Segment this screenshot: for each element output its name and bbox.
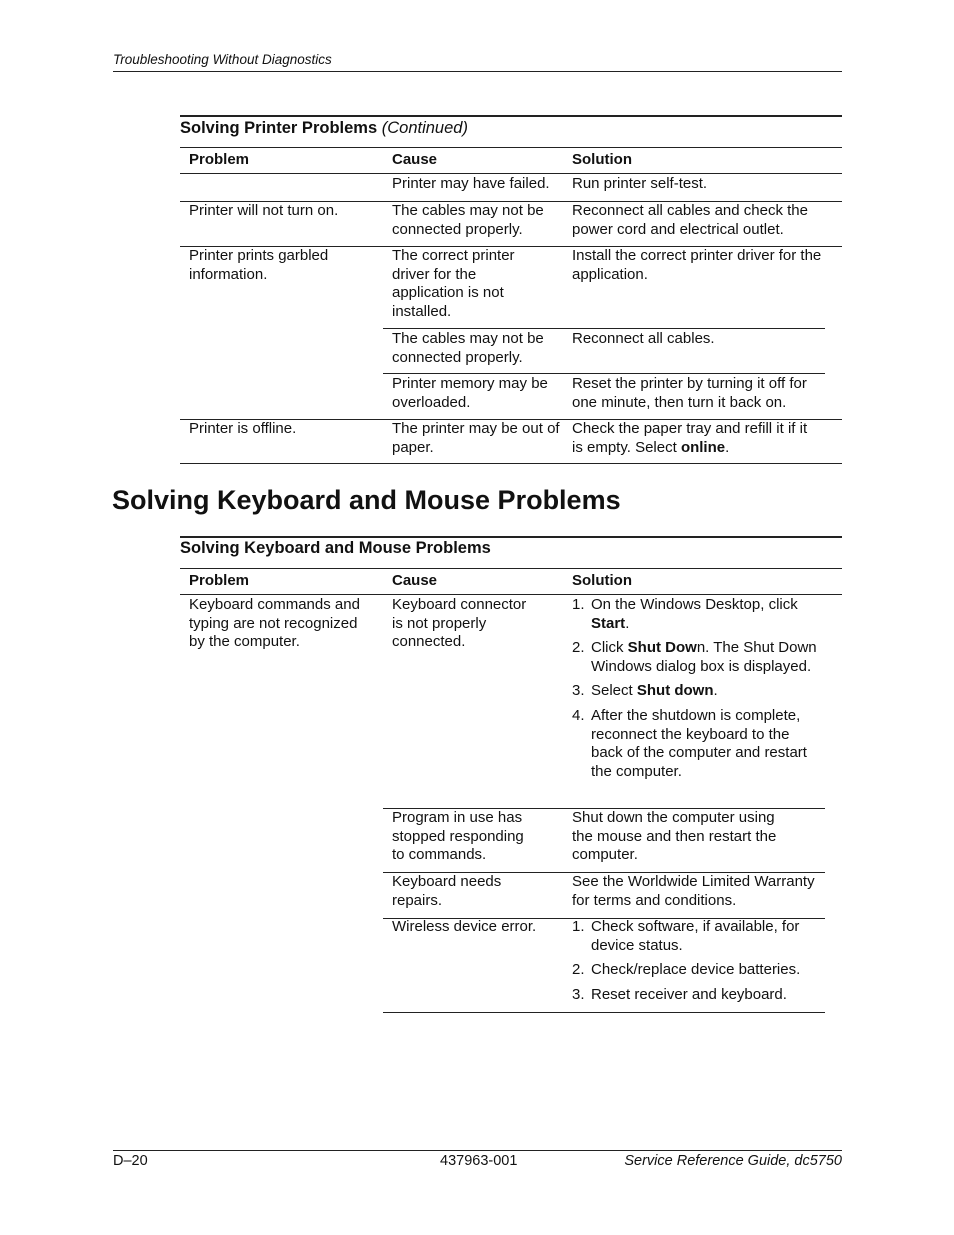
- cause-cell: Keyboard needs repairs.: [392, 873, 502, 909]
- solution-cell: Run printer self-test.: [572, 175, 708, 192]
- printer-table-header-row: [180, 149, 825, 175]
- list-item: [563, 596, 825, 633]
- cause-cell: Keyboard connector is not properly connected.: [392, 596, 527, 651]
- rule: [180, 594, 842, 595]
- step-text: Check/replace device batteries.: [591, 961, 801, 979]
- solution-text: Check the paper tray and refill it if it is empty. Select: [572, 420, 808, 456]
- header-rule: [113, 71, 842, 72]
- step-bold-text: Shut down: [636, 682, 714, 700]
- step-number: 3.: [572, 985, 585, 1003]
- document-number: 437963-001: [440, 1153, 518, 1169]
- printer-table-top-rule: [180, 115, 842, 117]
- col-header-problem: Problem: [189, 572, 250, 589]
- solution-bold-text: online: [680, 438, 726, 456]
- step-number: 2.: [572, 639, 585, 657]
- cause-cell: The printer may be out of paper.: [392, 420, 560, 456]
- step-number: 4.: [572, 706, 585, 724]
- keyboard-table-header-row: [180, 570, 825, 596]
- list-item: [563, 682, 825, 701]
- step-text-end: n. The Shut Down Windows dialog box is displayed.: [591, 639, 817, 675]
- list-item: [563, 986, 825, 1005]
- cause-cell: The cables may not be connected properly.: [392, 330, 544, 366]
- step-number: 1.: [572, 596, 585, 613]
- solution-cell: Reset the printer by turning it off for one minute, then turn it back on.: [572, 375, 807, 411]
- step-number: 3.: [572, 682, 585, 700]
- problem-cell: Printer prints garbled information.: [189, 247, 329, 283]
- printer-table-caption-suffix: (Continued): [381, 119, 468, 137]
- printer-table-caption-text: Solving Printer Problems: [180, 119, 378, 137]
- list-item: [563, 918, 825, 955]
- solution-cell: [572, 420, 822, 457]
- cause-cell: The correct printer driver for the application is not installed.: [392, 247, 515, 320]
- rule: [383, 373, 825, 374]
- rule: [180, 147, 842, 148]
- section-heading: Solving Keyboard and Mouse Problems: [112, 485, 621, 515]
- problem-cell: Printer will not turn on.: [189, 202, 339, 219]
- problem-cell: Printer is offline.: [189, 420, 297, 437]
- solution-text-end: .: [725, 438, 730, 456]
- rule: [383, 328, 825, 329]
- list-item: [563, 707, 825, 781]
- printer-table: [180, 147, 825, 456]
- list-item: [563, 639, 825, 676]
- cause-cell: Wireless device error.: [392, 918, 537, 935]
- cause-cell: Printer may have failed.: [392, 175, 550, 192]
- solution-cell: Reconnect all cables and check the power cord and electrical outlet.: [572, 202, 808, 238]
- printer-table-caption: [180, 119, 468, 138]
- rule: [180, 173, 842, 174]
- step-bold-text: Start: [591, 614, 626, 632]
- document-title: Service Reference Guide, dc5750: [624, 1153, 842, 1169]
- step-text: On the Windows Desktop, click: [591, 596, 798, 613]
- col-header-solution: Solution: [572, 572, 632, 589]
- col-header-cause: Cause: [392, 572, 438, 589]
- step-bold-text: Shut Dow: [627, 639, 697, 657]
- step-text: Reset receiver and keyboard.: [591, 985, 787, 1003]
- keyboard-table-top-rule: [180, 536, 842, 538]
- keyboard-table: [180, 568, 825, 1003]
- step-text: Select: [591, 682, 637, 700]
- solution-cell: Install the correct printer driver for the application.: [572, 247, 822, 283]
- step-text: Check software, if available, for device status.: [591, 918, 800, 954]
- running-header: Troubleshooting Without Diagnostics: [113, 52, 332, 67]
- page-number: D–20: [113, 1153, 148, 1169]
- col-header-cause: Cause: [392, 151, 438, 168]
- cause-cell: Program in use has stopped responding to commands.: [392, 809, 524, 864]
- col-header-solution: Solution: [572, 151, 632, 168]
- cause-cell: The cables may not be connected properly.: [392, 202, 544, 238]
- footer-rule: [113, 1150, 842, 1151]
- col-header-problem: Problem: [189, 151, 250, 168]
- solution-steps: [563, 918, 825, 1010]
- rule: [383, 1012, 825, 1013]
- step-number: 2.: [572, 961, 585, 979]
- step-text-end: .: [625, 614, 630, 632]
- solution-steps: [563, 596, 825, 787]
- step-text: Click: [591, 639, 628, 657]
- problem-cell: Keyboard commands and typing are not recognized by the computer.: [189, 596, 360, 651]
- step-number: 1.: [572, 918, 585, 935]
- solution-cell: Shut down the computer using the mouse and then restart the computer.: [572, 809, 777, 864]
- list-item: [563, 961, 825, 980]
- rule: [180, 568, 842, 569]
- solution-cell: Reconnect all cables.: [572, 330, 715, 347]
- step-text: After the shutdown is complete, reconnect the keyboard to the back of the computer and restart the computer.: [591, 706, 807, 780]
- solution-cell: See the Worldwide Limited Warranty for terms and conditions.: [572, 873, 815, 909]
- rule: [180, 463, 842, 464]
- keyboard-table-caption: Solving Keyboard and Mouse Problems: [180, 539, 491, 557]
- cause-cell: Printer memory may be overloaded.: [392, 375, 548, 411]
- step-text-end: .: [713, 682, 718, 700]
